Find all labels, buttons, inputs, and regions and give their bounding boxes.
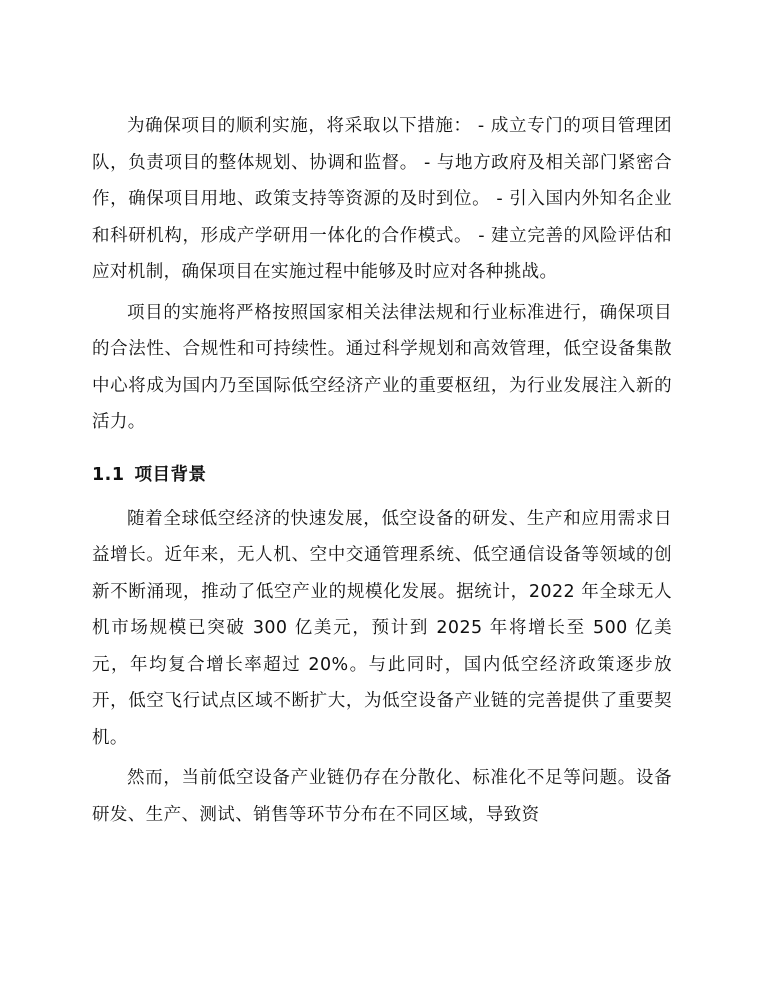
paragraph-challenges: 然而，当前低空设备产业链仍存在分散化、标准化不足等问题。设备研发、生产、测试、销售等环节分布在不同区域，导致资 (92, 768, 672, 825)
section-heading (92, 455, 672, 495)
paragraph-measures: 为确保项目的顺利实施，将采取以下措施： - 成立专门的项目管理团队，负责项目的整体规划、协调和监督。 - 与地方政府及相关部门紧密合作，确保项目用地、政策支持等资源的及时到位。 - 引入国内外知名企业和科研机构，形成产学研用一体化的合作模式。 - 建立完善的风险评估和应对机制，确保项目在实施过程中能够及时应对各种挑战。 (92, 116, 672, 282)
paragraph-implementation: 项目的实施将严格按照国家相关法律法规和行业标准进行，确保项目的合法性、合规性和可持续性。通过科学规划和高效管理，低空设备集散中心将成为国内乃至国际低空经济产业的重要枢纽，为行业发展注入新的活力。 (92, 302, 672, 432)
document-body (92, 108, 672, 833)
section-title: 项目背景 (134, 464, 207, 485)
paragraph-background: 随着全球低空经济的快速发展，低空设备的研发、生产和应用需求日益增长。近年来，无人机、空中交通管理系统、低空通信设备等领域的创新不断涌现，推动了低空产业的规模化发展。据统计，2022 年全球无人机市场规模已突破 300 亿美元，预计到 2025 年将增长至 500 亿美元，年均复合增长率超过 20%。与此同时，国内低空经济政策逐步放开，低空飞行试点区域不断扩大，为低空设备产业链的完善提供了重要契机。 (92, 508, 672, 748)
section-number: 1.1 (92, 464, 125, 485)
